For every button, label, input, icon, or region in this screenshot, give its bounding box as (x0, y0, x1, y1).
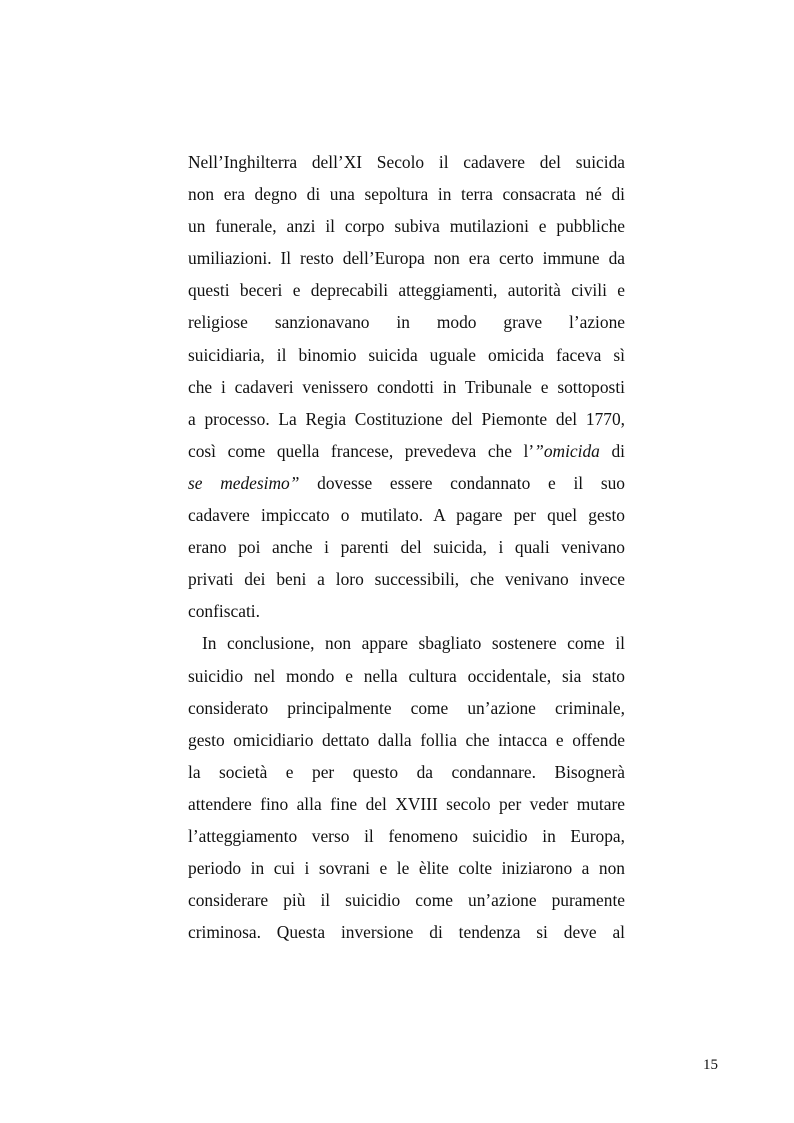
text-line: periodo in cui i sovrani e le èlite colte iniziarono a non (188, 858, 625, 879)
text-line: privati dei beni a loro successibili, che venivano invece (188, 569, 625, 590)
text-line: criminosa. Questa inversione di tendenza si deve al (188, 922, 625, 943)
body-text (188, 146, 625, 948)
page-number: 15 (703, 1057, 718, 1073)
text-line: suicidio nel mondo e nella cultura occidentale, sia stato (188, 665, 625, 686)
text-line: attendere fino alla fine del XVIII secolo per veder mutare (188, 793, 625, 814)
text-line: erano poi anche i parenti del suicida, i quali venivano (188, 537, 625, 558)
text-line: che i cadaveri venissero condotti in Tribunale e sottoposti (188, 376, 625, 397)
text-line: la società e per questo da condannare. Bisognerà (188, 761, 625, 782)
text-line: umiliazioni. Il resto dell’Europa non era certo immune da (188, 248, 625, 269)
paragraph-2 (188, 627, 625, 948)
text-line: Nell’Inghilterra dell’XI Secolo il cadavere del suicida (188, 152, 625, 172)
text-segment: di (611, 440, 625, 461)
text-line: a processo. La Regia Costituzione del Piemonte del 1770, (188, 408, 625, 429)
text-line: suicidiaria, il binomio suicida uguale omicida faceva sì (188, 344, 625, 365)
text-line: considerare più il suicidio come un’azione puramente (188, 890, 625, 911)
text-line-mixed (188, 467, 625, 499)
text-line-mixed (188, 435, 625, 467)
quoted-term: se medesimo” (188, 472, 300, 493)
text-line: non era degno di una sepoltura in terra consacrata né di (188, 184, 625, 205)
text-line: questi beceri e deprecabili atteggiamenti, autorità civili e (188, 280, 625, 301)
text-segment: così come quella francese, prevedeva che l’ (188, 440, 535, 461)
quoted-term: ”omicida (534, 440, 600, 461)
text-segment: dovesse essere condannato e il suo (317, 472, 625, 493)
text-line: cadavere impiccato o mutilato. A pagare per quel gesto (188, 505, 625, 526)
text-line: In conclusione, non appare sbagliato sostenere come il (202, 633, 625, 654)
text-line: confiscati. (188, 601, 260, 622)
text-line: religiose sanzionavano in modo grave l’azione (188, 312, 625, 333)
text-line: un funerale, anzi il corpo subiva mutilazioni e pubbliche (188, 216, 625, 237)
paragraph-1 (188, 146, 625, 627)
text-line: l’atteggiamento verso il fenomeno suicidio in Europa, (188, 825, 625, 846)
text-line: gesto omicidiario dettato dalla follia che intacca e offende (188, 729, 625, 750)
text-line: considerato principalmente come un’azione criminale, (188, 697, 625, 718)
